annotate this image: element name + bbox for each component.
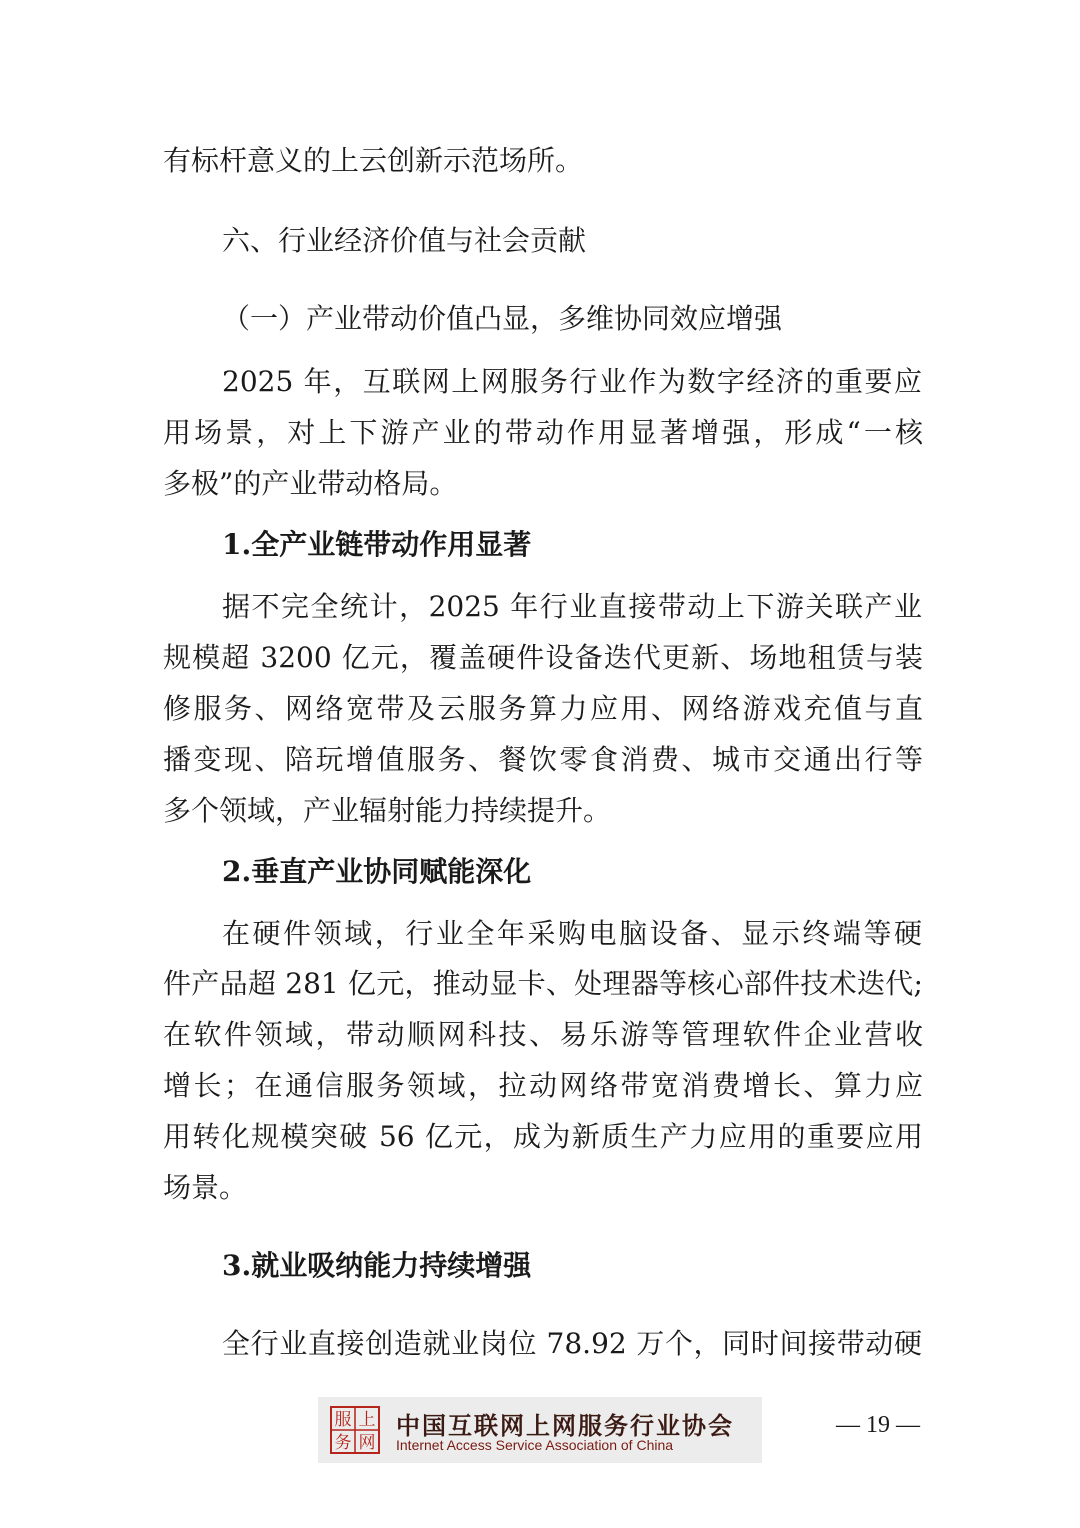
page-number: — 19 — <box>836 1412 920 1438</box>
svg-text:务: 务 <box>334 1433 352 1453</box>
association-logo <box>318 1397 762 1463</box>
paragraph-line: 修服务、网络宽带及云服务算力应用、网络游戏充值与直 <box>163 692 923 725</box>
paragraph-line: 有标杆意义的上云创新示范场所。 <box>163 144 584 177</box>
numbered-heading: 2.垂直产业协同赋能深化 <box>222 855 532 888</box>
paragraph-line: 用场景，对上下游产业的带动作用显著增强，形成“一核 <box>163 416 923 449</box>
paragraph-line: 场景。 <box>163 1171 248 1204</box>
paragraph-line: 2025 年，互联网上网服务行业作为数字经济的重要应 <box>222 365 922 398</box>
svg-text:服: 服 <box>334 1410 352 1430</box>
numbered-heading: 1.全产业链带动作用显著 <box>222 528 532 561</box>
paragraph-line: 在软件领域，带动顺网科技、易乐游等管理软件企业营收 <box>163 1018 923 1051</box>
paragraph-line: 增长；在通信服务领域，拉动网络带宽消费增长、算力应 <box>163 1069 923 1102</box>
svg-text:上: 上 <box>358 1410 376 1430</box>
paragraph-line: 在硬件领域，行业全年采购电脑设备、显示终端等硬 <box>222 917 922 950</box>
association-name-cn: 中国互联网上网服务行业协会 <box>396 1411 734 1440</box>
seal-icon <box>330 1406 380 1454</box>
paragraph-line: 据不完全统计，2025 年行业直接带动上下游关联产业 <box>222 590 922 623</box>
paragraph-line: 全行业直接创造就业岗位 78.92 万个，同时间接带动硬 <box>222 1327 922 1360</box>
association-name-en: Internet Access Service Association of China <box>396 1437 674 1453</box>
svg-text:网: 网 <box>358 1433 376 1453</box>
subsection-heading: （一）产业带动价值凸显，多维协同效应增强 <box>222 302 783 335</box>
paragraph-line: 播变现、陪玩增值服务、餐饮零食消费、城市交通出行等 <box>163 743 923 776</box>
paragraph-line: 多个领域，产业辐射能力持续提升。 <box>163 794 612 827</box>
paragraph-line: 多极”的产业带动格局。 <box>163 467 458 500</box>
paragraph-line: 用转化规模突破 56 亿元，成为新质生产力应用的重要应用 <box>163 1120 923 1153</box>
paragraph-line: 件产品超 281 亿元，推动显卡、处理器等核心部件技术迭代; <box>163 967 923 1000</box>
paragraph-line: 规模超 3200 亿元，覆盖硬件设备迭代更新、场地租赁与装 <box>163 641 923 674</box>
numbered-heading: 3.就业吸纳能力持续增强 <box>222 1249 532 1282</box>
section-heading: 六、行业经济价值与社会贡献 <box>222 224 587 257</box>
